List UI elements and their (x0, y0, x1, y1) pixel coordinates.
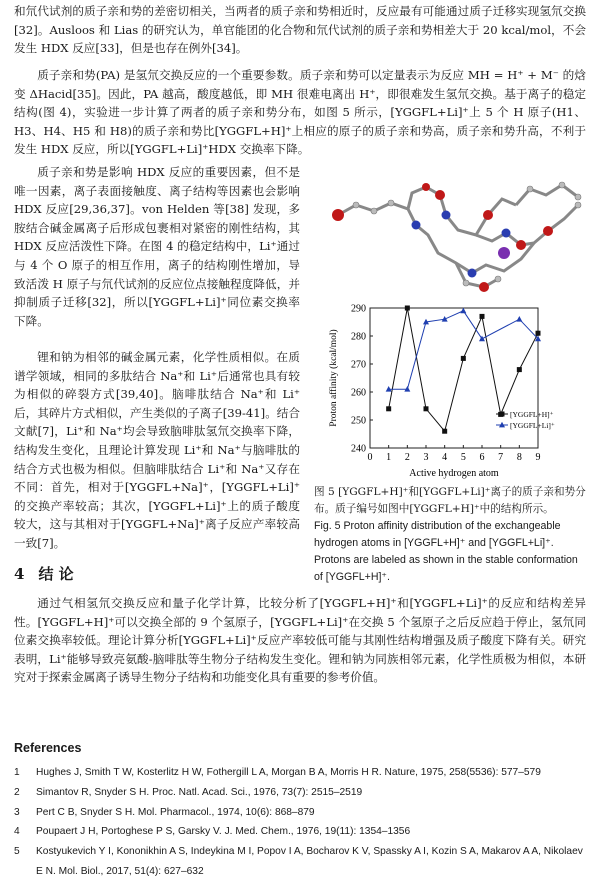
data-point (517, 367, 522, 372)
figure-caption-cn: 图 5 [YGGFL+H]⁺和[YGGFL+Li]⁺离子的质子亲和势分布。质子编号如图中[YGGFL+H]⁺中的结构所示。 (314, 486, 586, 515)
y-axis-label: Proton affinity (kcal/mol) (329, 329, 339, 427)
x-tick-label: 8 (516, 452, 522, 463)
x-tick-label: 5 (460, 452, 466, 463)
data-point (461, 356, 466, 361)
x-axis-label: Active hydrogen atom (409, 468, 499, 479)
reference-list (14, 763, 586, 882)
x-tick-label: 7 (498, 452, 504, 463)
y-tick-label: 240 (351, 443, 366, 455)
molecular-structure-figure (316, 175, 588, 295)
data-point (405, 306, 410, 311)
y-tick-label: 250 (351, 415, 366, 427)
x-tick-label: 0 (367, 452, 373, 463)
x-tick-label: 6 (479, 452, 485, 463)
data-point (386, 406, 391, 411)
legend-label: [YGGFL+Li]⁺ (510, 421, 555, 430)
paragraph-conclusion: 通过气相氢氘交换反应和量子化学计算，比较分析了[YGGFL+H]⁺和[YGGFL+Li]⁺的反应和结构差异性。[YGGFL+H]⁺可以交换全部的 9 个氢原子，[YGGFL+Li]⁺在交换 5 个氢原子之后反应趋于停止，氢氘同位素交换率较低。理论计算分析[YGGFL+Li]⁺反应产率较低可能与其刚性结构增强及质子酸度下降有关。研究表明，Li⁺能够导致亮氨酸-脑啡肽等生物分子结构发生变化。锂和钠为同族相邻元素，化学性质极为相似，本研究对于探索金属离子诱导生物分子结构和功能变化具有重要的参考价值。 (14, 596, 586, 685)
x-tick-label: 4 (442, 452, 448, 463)
data-point (536, 331, 541, 336)
paragraph-pa-definition: 质子亲和势(PA) 是氢氘交换反应的一个重要参数。质子亲和势可以定量表示为反应 MH = H⁺ + M⁻ 的焓变 ΔHacid[35]。因此，PA 越高，酸度越低，即 MH 很难电离出 H⁺，即很难发生氢氘交换。基于离子的稳定结构(图 4)，实验进一步计算了两者的质子亲和势分布，如图 5 所示，[YGGFL+Li]⁺上 5 个 H 原子(H1、H3、H4、H5 和 H8)的质子亲和势比[YGGFL+H]⁺上相应的原子的质子亲和势高，质子亲和势升高，不利于发生 HDX 反应，所以[YGGFL+Li]⁺HDX 交换率下降。 (14, 68, 586, 157)
references-heading: References (14, 741, 82, 755)
y-tick-label: 260 (351, 387, 366, 399)
legend-marker (500, 412, 505, 417)
reference-item: 1 Hughes J, Smith T W, Kosterlitz H W, Fothergill L A, Morgan B A, Morris H R. Nature, 1975, 258(5536): 577–579 (14, 767, 541, 778)
reference-item: 4 Poupaert J H, Portoghese P S, Garsky V. J. Med. Chem., 1976, 19(11): 1354–1356 (14, 826, 411, 838)
figure-caption-en: Fig. 5 Proton affinity distribution of the exchangeable hydrogen atoms in [YGGFL+H]⁺ and [YGGFL+Li]⁺. Protons are labeled as shown in the stable conformation of [YGGFL+H]⁺. (314, 520, 578, 583)
figure-caption (314, 484, 588, 586)
section-heading (14, 563, 88, 584)
section-number: 4 (14, 565, 25, 583)
proton-affinity-chart (316, 298, 588, 488)
x-tick-label: 2 (404, 452, 410, 463)
x-tick-label: 3 (423, 452, 429, 463)
x-tick-label: 1 (386, 452, 392, 463)
y-tick-label: 280 (351, 331, 366, 343)
reference-item: 5 Kostyukevich Y I, Kononikhin A S, Indeykina M I, Popov I A, Bocharov K V, Spassky A I, Kozin S A, Makarov A A, Nikolaev E N. Mol. Biol., 2017, 51(4): 627–632 (14, 846, 583, 877)
y-tick-label: 290 (351, 303, 366, 315)
section-title: 结 论 (38, 565, 74, 583)
x-tick-label: 9 (535, 452, 541, 463)
legend-label: [YGGFL+H]⁺ (510, 410, 554, 419)
paragraph-pa-intro: 和氘代试剂的质子亲和势的差密切相关，当两者的质子亲和势相近时，反应最有可能通过质子迁移实现氢氘交换[32]。Ausloos 和 Lias 的研究认为，单官能团的化合物和氘代试剂的质子亲和势相差大于 20 kcal/mol，不会发生 HDX 反应[33]，但是也存在例外[34]。 (14, 4, 586, 56)
paragraph-li-na: 锂和钠为相邻的碱金属元素，化学性质相似。在质谱学领域，相同的多肽结合 Na⁺和 Li⁺后通常也具有较为相似的碎裂方式[39,40]。脑啡肽结合 Na⁺和 Li⁺后，其碎片方式相似，产生类似的子离子[39-41]。结合文献[7]，Li⁺和 Na⁺均会导致脑啡肽氢氘交换率下降，结构发生变化，且理论计算发现 Li⁺和 Na⁺与脑啡肽的结合方式也极为相似。但脑啡肽结合 Li⁺和 Na⁺又存在不同：首先，相对于[YGGFL+Na]⁺，[YGGFL+Li]⁺的交换产率较高；其次，[YGGFL+Li]⁺上的质子酸度较大，这与其相对于[YGGFL+Na]⁺离子反应产率较高一致[7]。 (14, 350, 300, 550)
reference-item: 3 Pert C B, Snyder S H. Mol. Pharmacol., 1974, 10(6): 868–879 (14, 806, 315, 818)
y-tick-label: 270 (351, 359, 366, 371)
data-point (442, 429, 447, 434)
data-point (516, 316, 522, 322)
data-point (424, 406, 429, 411)
reference-item: 2 Simantov R, Snyder S H. Proc. Natl. Acad. Sci., 1976, 73(7): 2515–2519 (14, 786, 363, 798)
paragraph-structure-factors: 质子亲和势是影响 HDX 反应的重要因素，但不是唯一因素，离子表面接触度、离子结构等因素也会影响 HDX 反应[29,36,37]。von Helden 等[38] 发现，多胺结合碱金属离子后形成包裹相对紧密的刚性结构，其 HDX 反应活泼性下降。在图 4 的稳定结构中，Li⁺通过与 4 个 O 原子的相互作用，离子的结构刚性增加，导致活泼 H 原子与氘代试剂的反应位点接触程度降低，并抑制质子迁移[32]，所以[YGGFL+Li]⁺同位素交换率下降。 (14, 165, 300, 328)
data-point (480, 314, 485, 319)
